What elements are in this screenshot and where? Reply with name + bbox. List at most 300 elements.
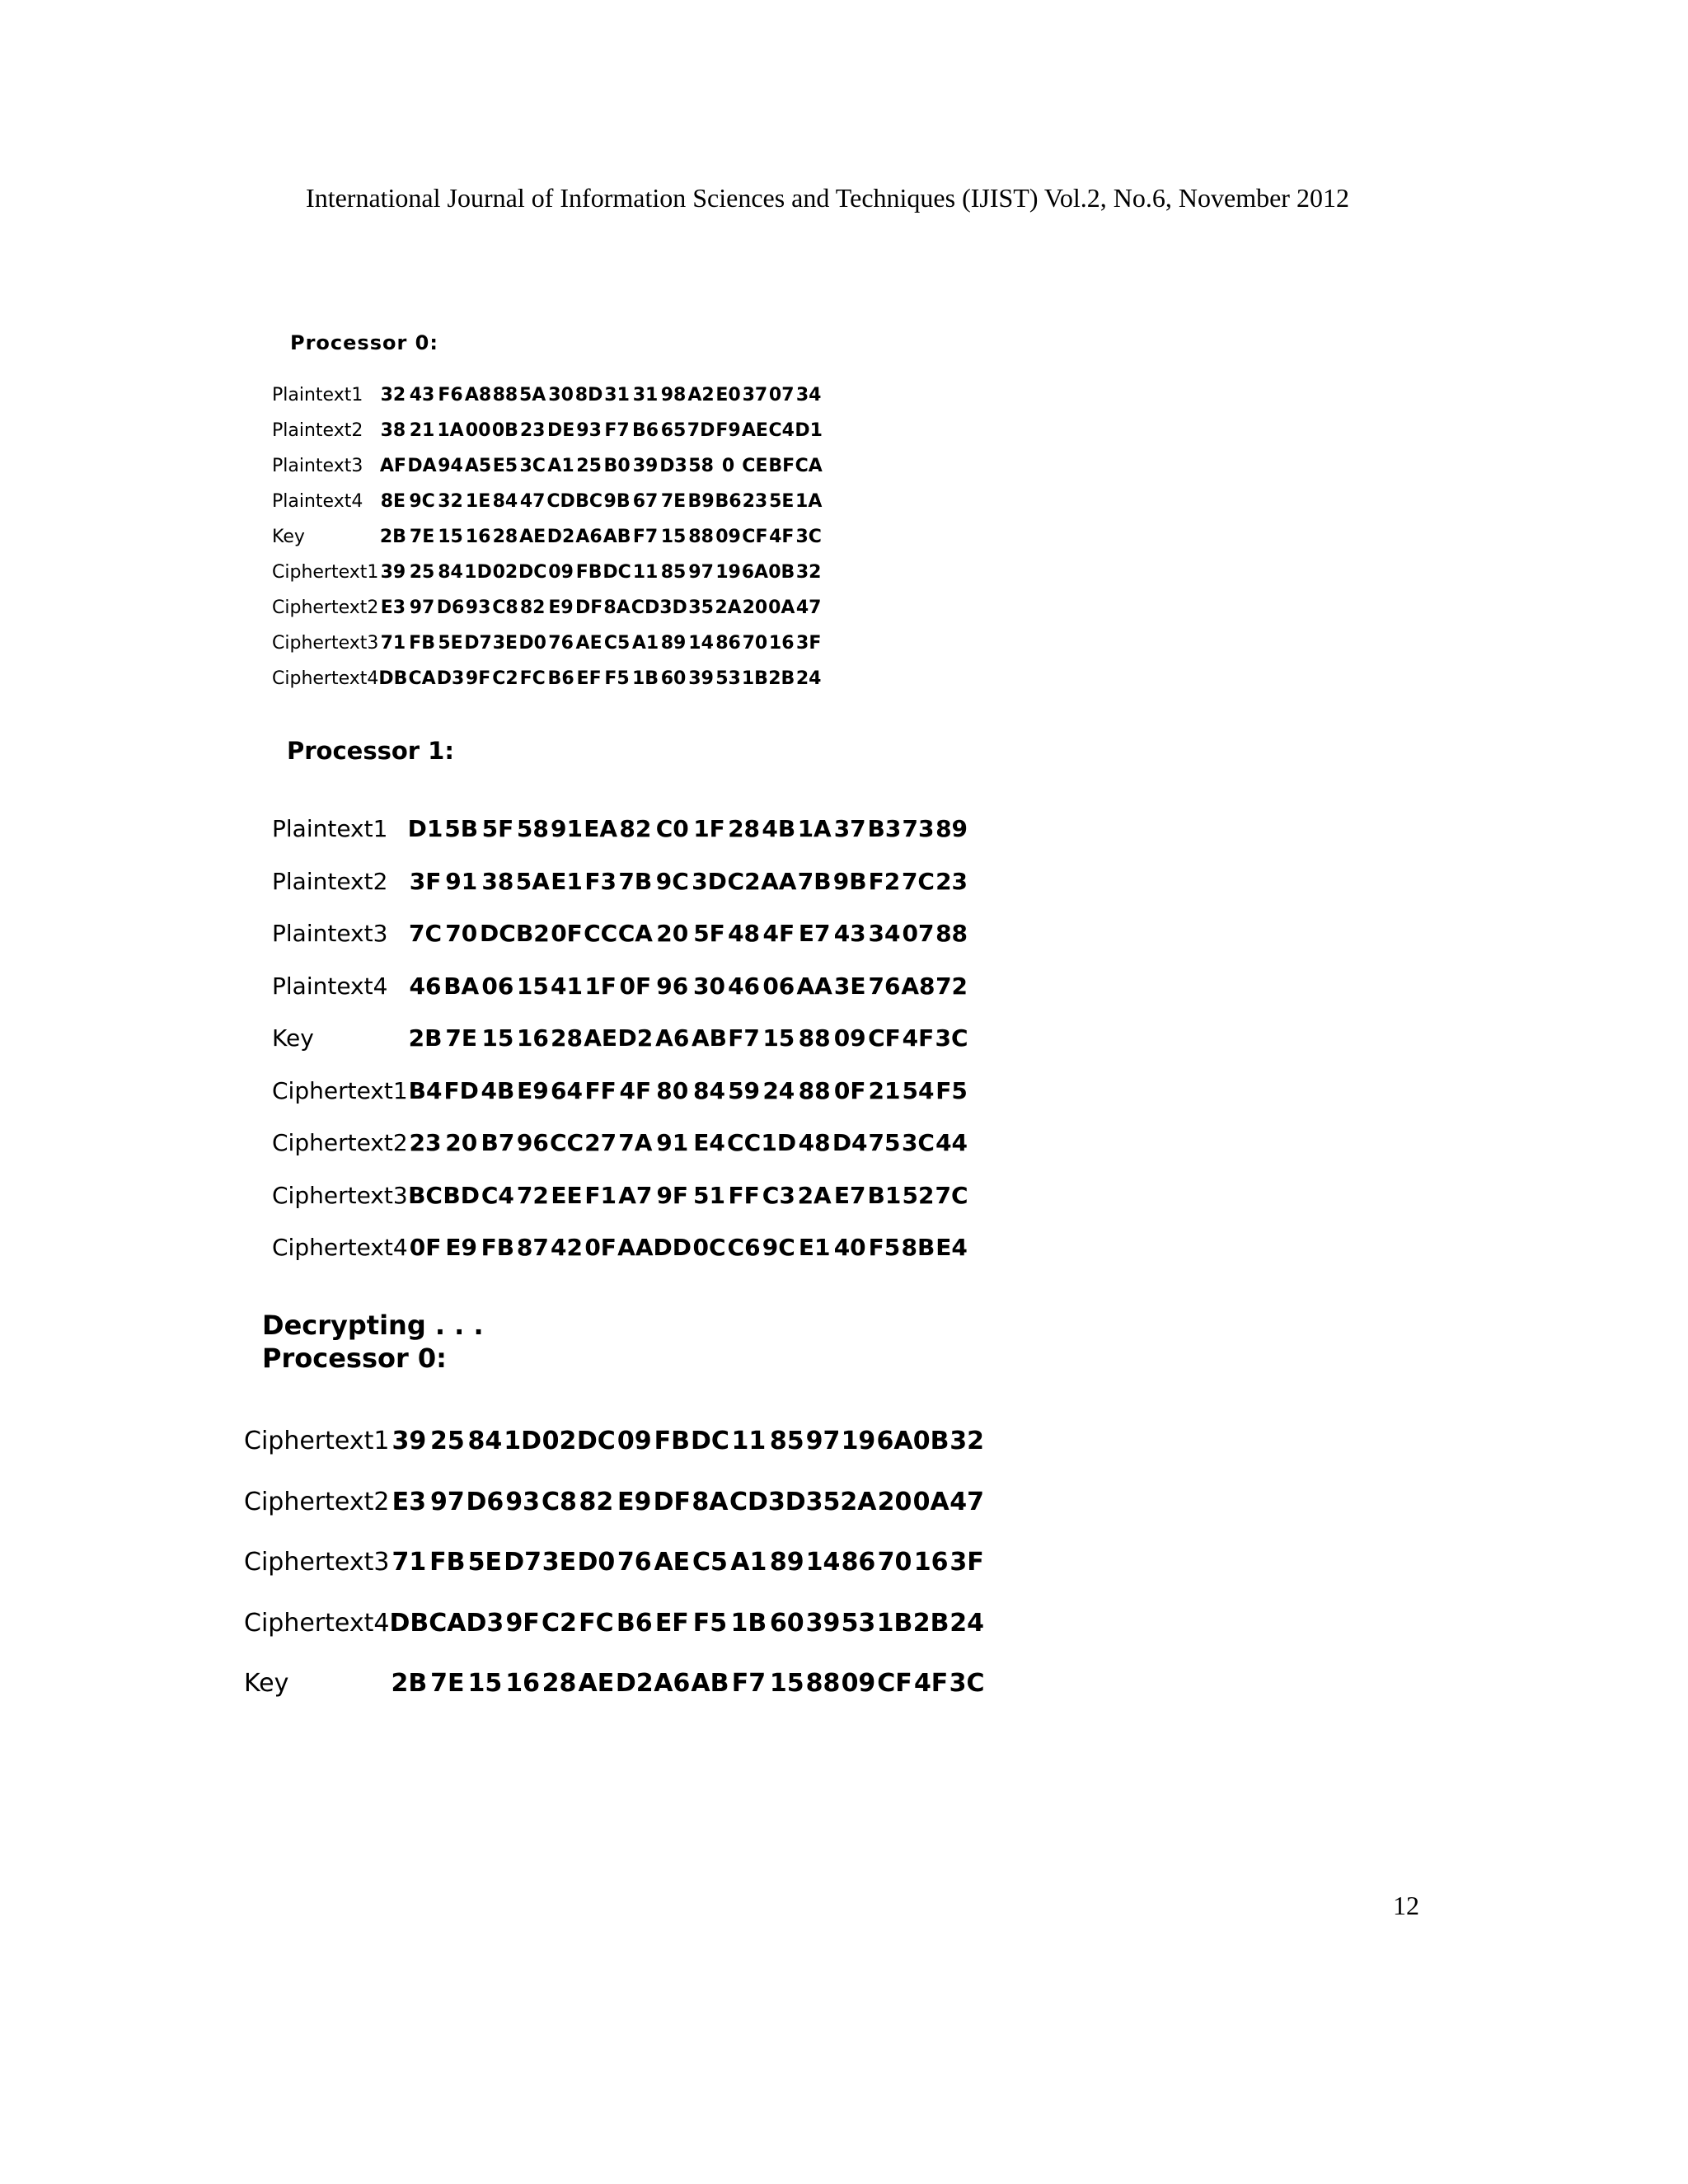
hex-byte-cell: C2 — [542, 1608, 577, 1638]
table-row — [272, 803, 968, 855]
hex-byte-cell: B6 — [616, 1608, 653, 1638]
hex-byte-cell: 6A — [876, 1427, 913, 1456]
hex-byte-cell: CC — [549, 1129, 584, 1157]
section-title — [287, 737, 454, 765]
table-row — [272, 1012, 968, 1065]
row-label: Ciphertext2 — [272, 598, 379, 618]
hex-byte-cell: C2 — [727, 867, 761, 895]
page-number: 12 — [1393, 1891, 1419, 1920]
hex-byte-cell: 91 — [445, 867, 478, 895]
table-row — [272, 555, 823, 590]
hex-byte-cell: 07 — [768, 385, 795, 405]
hex-byte-cell: 43 — [833, 920, 866, 948]
hex-byte-cell: 1A — [437, 420, 464, 441]
hex-byte-cell: 76 — [548, 633, 574, 654]
hex-byte-cell: 2A — [715, 598, 742, 618]
hex-byte-cell: A7 — [618, 1181, 653, 1209]
hex-byte-cell: 94 — [438, 456, 463, 476]
section-title — [262, 1309, 484, 1375]
hex-byte-cell: 3D — [692, 867, 727, 895]
hex-byte-cell: 23 — [742, 491, 768, 512]
hex-byte-cell: 1F — [584, 972, 617, 1000]
hex-byte-cell: 24 — [795, 668, 822, 689]
hex-byte-cell: 7E — [660, 491, 687, 512]
running-header: International Journal of Information Sciences and Techniques (IJIST) Vol.2, No.6, November 2012 — [306, 183, 1349, 213]
hex-byte-cell: F1 — [584, 1181, 617, 1209]
hex-byte-cell: 23 — [935, 867, 968, 895]
hex-byte-cell: 7B — [618, 867, 653, 895]
hex-byte-cell: AE — [519, 527, 546, 547]
hex-byte-cell: 0B — [491, 420, 518, 441]
row-label: Ciphertext3 — [272, 633, 379, 654]
hex-byte-cell: 3D — [767, 1487, 806, 1516]
hex-byte-cell: 6A — [741, 562, 769, 583]
hex-byte-cell: 82 — [579, 1487, 614, 1516]
hex-byte-cell: 2B — [768, 668, 795, 689]
hex-byte-cell: 15 — [438, 527, 463, 547]
hex-byte-cell: E0 — [715, 385, 741, 405]
hex-byte-cell: BD — [443, 1181, 480, 1209]
hex-byte-cell: 09 — [833, 1024, 866, 1052]
hex-byte-cell: F6 — [438, 385, 463, 405]
hex-byte-cell: A6 — [654, 1669, 691, 1699]
hex-byte-cell: DC — [480, 920, 516, 948]
hex-byte-cell: CA — [408, 668, 436, 689]
hex-byte-cell: C3 — [762, 1181, 795, 1209]
row-label: Ciphertext4 — [272, 1234, 408, 1262]
hex-byte-cell: 15 — [769, 1669, 804, 1699]
hex-byte-cell: DA — [407, 456, 437, 476]
hex-byte-cell: FC — [519, 668, 546, 689]
hex-byte-cell: E7 — [798, 920, 831, 948]
row-label: Plaintext3 — [272, 920, 388, 948]
row-label: Ciphertext4 — [244, 1608, 390, 1638]
hex-byte-cell: 7C — [901, 867, 935, 895]
section-title-line: Processor 1: — [287, 737, 454, 765]
hex-byte-cell: 0B — [768, 562, 795, 583]
table-row — [272, 661, 823, 696]
hex-byte-cell: 82 — [519, 598, 546, 618]
hex-byte-cell: 37 — [742, 385, 768, 405]
hex-byte-cell: B3 — [867, 815, 902, 843]
hex-byte-cell: CD — [631, 598, 660, 618]
hex-byte-cell: D3 — [659, 456, 687, 476]
hex-byte-cell: AA — [761, 867, 797, 895]
hex-byte-cell: 0F — [619, 972, 652, 1000]
hex-byte-cell: CD — [546, 491, 575, 512]
hex-byte-cell: 16 — [516, 1024, 549, 1052]
hex-byte-cell: B4 — [408, 1076, 443, 1104]
hex-byte-cell: 3E — [542, 1548, 577, 1577]
row-label: Ciphertext4 — [272, 668, 379, 689]
hex-byte-cell: 3E — [833, 972, 866, 1000]
table-row — [272, 1065, 968, 1118]
hex-byte-cell: 39 — [392, 1427, 427, 1456]
hex-byte-cell: 32 — [795, 562, 822, 583]
hex-byte-cell: 41 — [551, 972, 583, 1000]
hex-byte-cell: A8 — [464, 385, 492, 405]
hex-byte-cell: 35 — [688, 598, 714, 618]
hex-byte-cell: 34 — [868, 920, 901, 948]
hex-byte-cell: 8B — [901, 1234, 935, 1262]
table-row — [272, 960, 968, 1013]
hex-byte-cell: 9C — [655, 867, 689, 895]
hex-byte-cell: 09 — [548, 562, 574, 583]
section-title — [290, 331, 438, 354]
hex-byte-cell: 06 — [762, 972, 795, 1000]
hex-byte-cell: D3 — [466, 1608, 504, 1638]
hex-byte-cell: D2 — [617, 1024, 654, 1052]
hex-byte-cell: 70 — [742, 633, 768, 654]
hex-byte-cell: 54 — [902, 1076, 935, 1104]
hex-byte-cell: DC — [691, 1427, 729, 1456]
row-label: Key — [244, 1669, 289, 1699]
hex-byte-cell: AA — [617, 1234, 654, 1262]
hex-byte-cell: 84 — [467, 1427, 503, 1456]
hex-byte-cell: 1E — [465, 491, 491, 512]
hex-byte-cell: 89 — [660, 633, 687, 654]
hex-byte-cell: 91 — [656, 1129, 689, 1157]
hex-byte-cell: F3 — [584, 867, 617, 895]
hex-byte-cell: 09 — [715, 527, 741, 547]
row-label: Plaintext2 — [272, 867, 388, 895]
hex-byte-cell: 0F — [584, 1234, 617, 1262]
hex-byte-cell: CE — [742, 456, 768, 476]
hex-byte-cell: C4 — [768, 420, 795, 441]
hex-byte-cell: 19 — [715, 562, 741, 583]
hex-byte-cell: 25 — [576, 456, 602, 476]
row-label: Plaintext4 — [272, 491, 363, 512]
hex-byte-cell: 39 — [805, 1608, 841, 1638]
hex-byte-cell: 97 — [688, 562, 714, 583]
hex-byte-cell: 88 — [492, 385, 518, 405]
hex-byte-cell: 3C — [901, 1129, 935, 1157]
hex-byte-cell: 73 — [902, 815, 935, 843]
hex-byte-cell: 19 — [841, 1427, 876, 1456]
row-label: Key — [272, 527, 305, 547]
row-label: Plaintext1 — [272, 385, 363, 405]
hex-byte-cell: 52 — [902, 1181, 935, 1209]
hex-byte-cell: 3C — [949, 1669, 985, 1699]
hex-byte-cell: 98 — [660, 385, 687, 405]
hex-byte-cell: 88 — [798, 1076, 831, 1104]
hex-byte-cell: 43 — [409, 385, 435, 405]
hex-byte-cell: 48 — [798, 1129, 831, 1157]
hex-byte-cell: 15 — [467, 1669, 503, 1699]
hex-byte-cell: 87 — [516, 1234, 549, 1262]
hex-byte-cell: 85 — [769, 1427, 804, 1456]
hex-byte-cell: 32 — [380, 385, 406, 405]
row-label: Ciphertext1 — [272, 562, 379, 583]
hex-byte-cell: 02 — [542, 1427, 577, 1456]
hex-byte-cell: DF — [653, 1487, 692, 1516]
hex-byte-cell: 1A — [797, 815, 832, 843]
table-row — [272, 1221, 968, 1274]
hex-byte-cell: 14 — [688, 633, 714, 654]
hex-byte-cell: CA — [429, 1608, 467, 1638]
hex-byte-cell: 7C — [935, 1181, 968, 1209]
table-row — [244, 1411, 985, 1472]
hex-byte-cell: 93 — [465, 598, 491, 618]
hex-byte-cell: E1 — [798, 1234, 831, 1262]
hex-byte-cell: 5E — [438, 633, 463, 654]
hex-byte-cell: 9C — [409, 491, 435, 512]
hex-byte-cell: F7 — [632, 527, 659, 547]
row-label: Ciphertext2 — [244, 1487, 390, 1516]
hex-byte-cell: 2B — [408, 1024, 443, 1052]
hex-byte-cell: A1 — [730, 1548, 767, 1577]
hex-byte-cell: FB — [409, 633, 435, 654]
hex-byte-cell: 76 — [868, 972, 901, 1000]
hex-byte-cell: 1B — [631, 668, 659, 689]
hex-byte-cell: 1B — [730, 1608, 767, 1638]
hex-byte-cell: FB — [429, 1548, 466, 1577]
hex-byte-cell: CA — [617, 920, 653, 948]
hex-byte-cell: 70 — [445, 920, 478, 948]
hex-byte-cell: DF — [574, 598, 603, 618]
hex-byte-cell: 16 — [505, 1669, 540, 1699]
hex-byte-cell: 46 — [409, 972, 442, 1000]
hex-byte-cell: 31 — [604, 385, 630, 405]
hex-byte-cell: 5F — [693, 920, 725, 948]
hex-byte-cell: 84 — [693, 1076, 725, 1104]
hex-byte-cell: D6 — [466, 1487, 504, 1516]
row-label: Key — [272, 1024, 314, 1052]
hex-byte-cell: 24 — [950, 1608, 984, 1638]
hex-byte-cell: 28 — [492, 527, 518, 547]
hex-byte-cell: C2 — [492, 668, 518, 689]
hex-byte-cell: D6 — [436, 598, 465, 618]
hex-byte-cell: 16 — [465, 527, 491, 547]
hex-byte-cell: 60 — [660, 668, 687, 689]
hex-byte-cell: A6 — [655, 1024, 690, 1052]
hex-byte-cell: CC — [727, 1129, 762, 1157]
hex-byte-cell: 53 — [841, 1608, 876, 1638]
hex-byte-cell: CD — [729, 1487, 768, 1516]
hex-byte-cell: 4B — [481, 1076, 515, 1104]
hex-byte-cell: DB — [389, 1608, 429, 1638]
hex-byte-cell: AA — [796, 972, 832, 1000]
hex-byte-cell: 3F — [950, 1548, 984, 1577]
hex-byte-cell: DC — [518, 562, 547, 583]
table-row — [272, 907, 968, 960]
hex-byte-cell: E7 — [833, 1181, 866, 1209]
hex-byte-cell: 89 — [769, 1548, 804, 1577]
hex-byte-cell: D0 — [518, 633, 546, 654]
hex-byte-cell: 31 — [632, 385, 659, 405]
hex-byte-cell: D4 — [832, 1129, 868, 1157]
hex-byte-cell: 9B — [832, 867, 867, 895]
hex-byte-cell: 21 — [868, 1076, 901, 1104]
hex-byte-cell: CA — [795, 456, 823, 476]
table-row — [272, 377, 823, 413]
hex-byte-cell: F7 — [731, 1669, 767, 1699]
hex-byte-cell: 86 — [715, 633, 741, 654]
hex-byte-cell: 65 — [660, 420, 687, 441]
hex-byte-cell: 16 — [913, 1548, 949, 1577]
hex-byte-cell: 32 — [950, 1427, 984, 1456]
hex-byte-cell: DE — [546, 420, 575, 441]
hex-byte-cell: 20 — [445, 1129, 478, 1157]
hex-byte-cell: 7E — [445, 1024, 477, 1052]
table-row — [272, 855, 968, 908]
hex-byte-cell: 7C — [409, 920, 443, 948]
hex-byte-cell: 86 — [841, 1548, 876, 1577]
hex-byte-cell: D1 — [795, 420, 823, 441]
hex-byte-cell: 38 — [380, 420, 406, 441]
hex-byte-cell: CF — [868, 1024, 901, 1052]
table-row — [272, 626, 823, 661]
table-row — [272, 590, 823, 626]
hex-byte-cell: 28 — [542, 1669, 577, 1699]
table-row — [272, 448, 823, 484]
hex-byte-cell: 20 — [742, 598, 768, 618]
hex-byte-cell: C6 — [727, 1234, 761, 1262]
hex-byte-cell: 53 — [715, 668, 741, 689]
hex-byte-cell: DB — [378, 668, 408, 689]
hex-byte-cell: D7 — [504, 1548, 542, 1577]
hex-byte-cell: 84 — [492, 491, 518, 512]
hex-byte-cell: 09 — [841, 1669, 876, 1699]
hex-byte-cell: 96 — [516, 1129, 549, 1157]
row-label: Ciphertext1 — [244, 1427, 390, 1456]
hex-byte-cell: 67 — [632, 491, 659, 512]
table-row — [244, 1653, 985, 1714]
hex-byte-cell: 28 — [551, 1024, 583, 1052]
hex-byte-cell: DD — [653, 1234, 692, 1262]
hex-byte-cell: 4F — [769, 527, 795, 547]
hex-byte-cell: EE — [551, 1181, 583, 1209]
hex-byte-cell: 58 — [516, 815, 549, 843]
hex-byte-cell: B6 — [715, 491, 742, 512]
hex-table — [244, 1411, 985, 1714]
hex-byte-cell: E9 — [517, 1076, 549, 1104]
hex-byte-cell: FB — [481, 1234, 515, 1262]
hex-byte-cell: 20 — [656, 920, 689, 948]
section-title-line: Processor 0: — [262, 1343, 447, 1374]
hex-byte-cell: D3 — [436, 668, 465, 689]
hex-byte-cell: 28 — [728, 815, 761, 843]
hex-byte-cell: 42 — [551, 1234, 583, 1262]
hex-byte-cell: D1 — [407, 815, 443, 843]
hex-byte-cell: 7E — [409, 527, 435, 547]
hex-byte-cell: EA — [584, 815, 618, 843]
hex-byte-cell: 27 — [584, 1129, 617, 1157]
hex-byte-cell: 0C — [692, 1234, 726, 1262]
hex-byte-cell: 34 — [795, 385, 822, 405]
hex-byte-cell: A8 — [901, 972, 935, 1000]
hex-byte-cell: DC — [603, 562, 631, 583]
section-title-line: Processor 0: — [290, 331, 438, 354]
hex-byte-cell: 88 — [805, 1669, 841, 1699]
hex-byte-cell: 38 — [481, 867, 514, 895]
hex-byte-cell: 44 — [935, 1129, 968, 1157]
table-row — [244, 1593, 985, 1654]
hex-byte-cell: 3D — [659, 598, 687, 618]
hex-byte-cell: F5 — [868, 1234, 901, 1262]
hex-byte-cell: 23 — [409, 1129, 442, 1157]
hex-byte-cell: 8D — [574, 385, 603, 405]
table-row — [244, 1472, 985, 1533]
hex-byte-cell: AE — [584, 1024, 618, 1052]
hex-byte-cell: B7 — [481, 1129, 515, 1157]
hex-byte-cell: 9C — [762, 1234, 795, 1262]
hex-byte-cell: D2 — [546, 527, 575, 547]
hex-byte-cell: 48 — [728, 920, 761, 948]
hex-byte-cell: 40 — [833, 1234, 866, 1262]
hex-byte-cell: 47 — [795, 598, 822, 618]
hex-byte-cell: F5 — [692, 1608, 728, 1638]
hex-byte-cell: 0B — [912, 1427, 950, 1456]
hex-byte-cell: 93 — [576, 420, 602, 441]
hex-byte-cell: 8A — [603, 598, 631, 618]
hex-byte-cell: 4F — [902, 1024, 935, 1052]
hex-byte-cell: 5B — [444, 815, 479, 843]
hex-byte-cell: 11 — [731, 1427, 767, 1456]
hex-byte-cell: A6 — [575, 527, 603, 547]
hex-byte-cell: C0 — [655, 815, 689, 843]
hex-byte-cell: 0F — [551, 920, 583, 948]
table-row — [272, 519, 823, 555]
hex-byte-cell: 0F — [833, 1076, 866, 1104]
row-label: Ciphertext2 — [272, 1129, 408, 1157]
hex-byte-cell: 84 — [438, 562, 463, 583]
table-row — [244, 1532, 985, 1593]
hex-table — [272, 803, 968, 1274]
hex-byte-cell: C8 — [492, 598, 518, 618]
hex-byte-cell: 07 — [902, 920, 935, 948]
hex-byte-cell: 1D — [464, 562, 492, 583]
hex-byte-cell: 71 — [380, 633, 406, 654]
row-label: Ciphertext3 — [244, 1548, 390, 1577]
hex-byte-cell: 8A — [692, 1487, 729, 1516]
hex-byte-cell: 7B — [797, 867, 832, 895]
hex-byte-cell: 1A — [795, 491, 823, 512]
hex-byte-cell: 4F — [619, 1076, 652, 1104]
hex-byte-cell: 00 — [465, 420, 491, 441]
hex-byte-cell: 1D — [504, 1427, 542, 1456]
hex-byte-cell: 09 — [617, 1427, 652, 1456]
hex-byte-cell: 15 — [762, 1024, 795, 1052]
hex-byte-cell: 9B — [603, 491, 631, 512]
hex-byte-cell: E9 — [445, 1234, 477, 1262]
hex-byte-cell: BC — [575, 491, 603, 512]
row-label: Ciphertext3 — [272, 1181, 408, 1209]
hex-byte-cell: 0 — [721, 456, 735, 476]
hex-byte-cell: 4F — [762, 920, 795, 948]
hex-byte-cell: 47 — [519, 491, 546, 512]
hex-byte-cell: 88 — [798, 1024, 831, 1052]
hex-byte-cell: 71 — [392, 1548, 427, 1577]
hex-byte-cell: 06 — [481, 972, 514, 1000]
hex-byte-cell: FF — [728, 1181, 760, 1209]
hex-byte-cell: 7A — [618, 1129, 653, 1157]
hex-byte-cell: 4F — [913, 1669, 949, 1699]
hex-byte-cell: 8E — [380, 491, 406, 512]
hex-byte-cell: C5 — [692, 1548, 728, 1577]
hex-byte-cell: BF — [768, 456, 795, 476]
hex-byte-cell: BC — [408, 1181, 443, 1209]
hex-byte-cell: E5 — [492, 456, 518, 476]
hex-byte-cell: D2 — [615, 1669, 654, 1699]
hex-byte-cell: 97 — [409, 598, 435, 618]
hex-byte-cell: E9 — [617, 1487, 652, 1516]
hex-byte-cell: CF — [877, 1669, 912, 1699]
hex-byte-cell: D0 — [577, 1548, 616, 1577]
hex-byte-cell: 72 — [516, 1181, 549, 1209]
hex-byte-cell: 85 — [660, 562, 687, 583]
hex-byte-cell: 30 — [548, 385, 574, 405]
